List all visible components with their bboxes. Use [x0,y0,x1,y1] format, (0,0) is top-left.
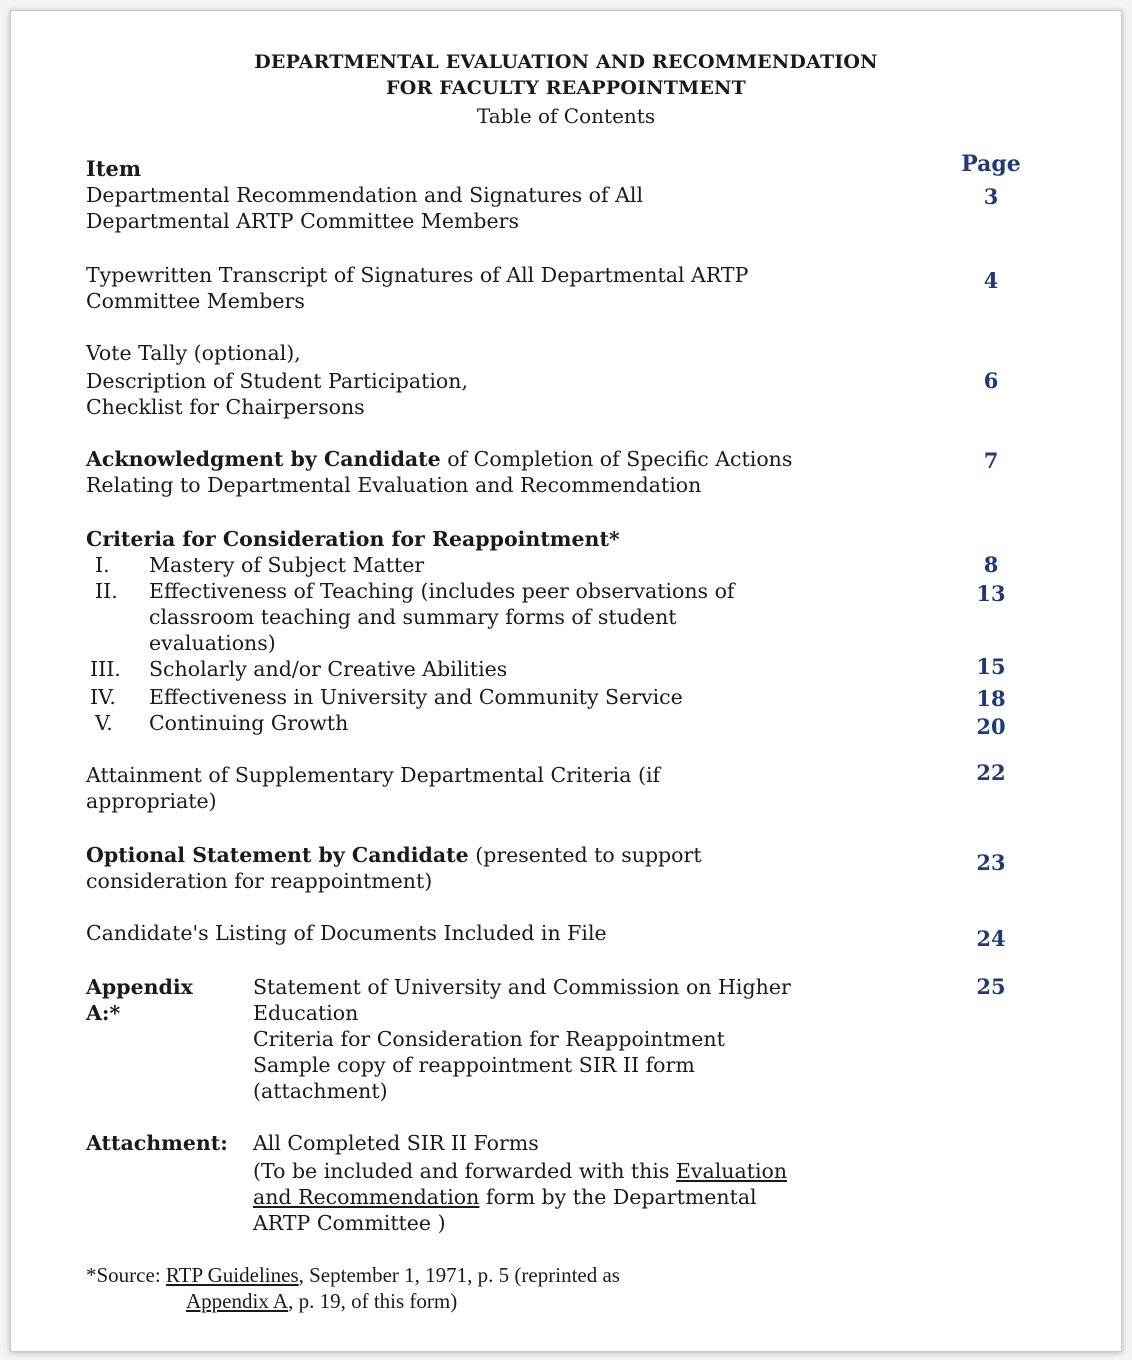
toc-entry-optional-statement-line2: consideration for reappointment) [86,869,433,893]
toc-entry-vote-line2: Description of Student Participation, [86,369,468,393]
footnote-line2 [186,1288,457,1314]
attachment-line2-underlined: Evaluation [675,1159,788,1183]
optional-statement-bold: Optional Statement by Candidate [86,843,469,867]
document-subtitle: Table of Contents [476,104,656,128]
toc-entry-supplementary-line1: Attainment of Supplementary Departmental Criteria (if [86,763,661,787]
document-title-line2: FOR FACULTY REAPPOINTMENT [386,77,746,99]
criteria-item-5-label: Continuing Growth [149,711,349,735]
toc-page-vote: 6 [983,368,999,393]
toc-page-appendix: 25 [976,974,1006,999]
appendix-label-line2: A:* [86,1001,121,1025]
attachment-label: Attachment: [86,1131,228,1155]
criteria-item-3-num: III. [90,657,121,681]
acknowledgment-bold: Acknowledgment by Candidate [86,447,441,471]
attachment-line3-text: form by the Departmental [479,1185,757,1209]
criteria-item-2-num: II. [95,579,118,603]
criteria-item-2-line2: classroom teaching and summary forms of student [149,605,677,629]
criteria-item-1-page: 8 [983,552,999,577]
toc-entry-transcript-line1: Typewritten Transcript of Signatures of All Departmental ARTP [86,263,749,287]
toc-page-acknowledgment: 7 [983,448,999,473]
toc-page-optional-statement: 23 [976,850,1006,875]
toc-page-signatures: 3 [983,184,999,209]
criteria-heading: Criteria for Consideration for Reappointment* [86,527,620,551]
page-column-header: Page [961,151,1021,177]
footnote-line2-rest: , p. 19, of this form) [288,1289,458,1313]
attachment-line1: All Completed SIR II Forms [253,1131,539,1155]
footnote-appendix-ref: Appendix A [186,1289,289,1313]
attachment-line3 [253,1184,757,1210]
criteria-item-1-num: I. [95,553,110,577]
criteria-item-2-page: 13 [976,581,1006,606]
criteria-item-2-line3: evaluations) [149,631,276,655]
toc-page-transcript: 4 [983,268,999,293]
toc-entry-supplementary-line2: appropriate) [86,789,217,813]
toc-entry-signatures-line2: Departmental ARTP Committee Members [86,209,519,233]
document-title-line1: DEPARTMENTAL EVALUATION AND RECOMMENDATION [254,51,878,73]
document-page [10,10,1122,1352]
criteria-item-4-num: IV. [90,685,116,709]
toc-entry-signatures-line1: Departmental Recommendation and Signatures of All [86,183,644,207]
attachment-line2-text: (To be included and forwarded with this [253,1159,676,1183]
criteria-item-3-page: 15 [976,654,1006,679]
appendix-desc-line4: Sample copy of reappointment SIR II form [253,1053,695,1077]
attachment-line2 [253,1158,787,1184]
criteria-item-2-line1: Effectiveness of Teaching (includes peer observations of [149,579,735,603]
appendix-label-line1: Appendix [86,975,193,999]
criteria-item-3-label: Scholarly and/or Creative Abilities [149,657,508,681]
criteria-item-4-label: Effectiveness in University and Community Service [149,685,683,709]
criteria-item-1-label: Mastery of Subject Matter [149,553,425,577]
footnote-source: RTP Guidelines [165,1263,299,1287]
toc-entry-transcript-line2: Committee Members [86,289,305,313]
optional-statement-rest: (presented to support [468,843,702,867]
appendix-desc-line2: Education [253,1001,359,1025]
footnote-prefix: *Source: [86,1263,166,1287]
acknowledgment-rest: of Completion of Specific Actions [440,447,793,471]
criteria-item-4-page: 18 [976,686,1006,711]
toc-entry-listing: Candidate's Listing of Documents Included in File [86,921,607,945]
toc-page-listing: 24 [976,926,1006,951]
toc-entry-vote-line3: Checklist for Chairpersons [86,395,365,419]
attachment-line3-underlined: and Recommendation [253,1185,480,1209]
item-column-header: Item [86,156,142,181]
toc-entry-acknowledgment-line1 [86,446,792,472]
toc-entry-acknowledgment-line2: Relating to Departmental Evaluation and Recommendation [86,473,702,497]
appendix-desc-line5: (attachment) [253,1079,388,1103]
appendix-desc-line1: Statement of University and Commission on Higher [253,975,791,999]
toc-entry-vote-line1: Vote Tally (optional), [86,341,301,365]
footnote-source-rest: , September 1, 1971, p. 5 (reprinted as [298,1263,620,1287]
criteria-item-5-num: V. [95,711,113,735]
appendix-desc-line3: Criteria for Consideration for Reappointment [253,1027,725,1051]
footnote-line1 [86,1262,620,1288]
toc-page-supplementary: 22 [976,760,1006,785]
toc-entry-optional-statement-line1 [86,842,702,868]
criteria-item-5-page: 20 [976,714,1006,739]
attachment-line4: ARTP Committee ) [253,1211,446,1235]
